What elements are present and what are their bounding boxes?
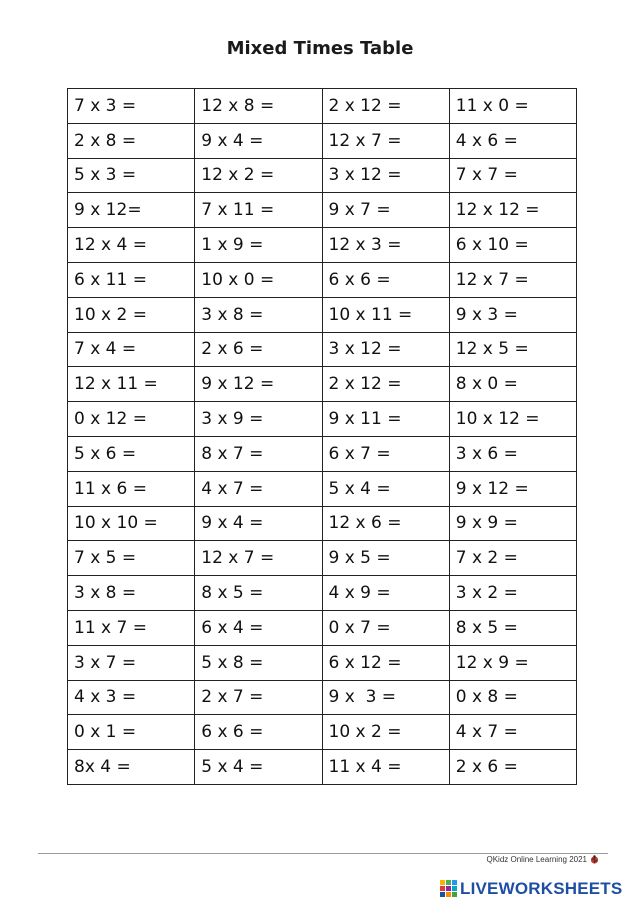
brand-name: LIVEWORKSHEETS <box>460 879 623 898</box>
problem-cell: 5 x 6 = <box>68 436 195 471</box>
problem-cell: 8 x 5 = <box>195 576 322 611</box>
problem-cell: 5 x 4 = <box>195 750 322 785</box>
problem-cell: 6 x 6 = <box>195 715 322 750</box>
table-row <box>68 715 577 750</box>
problem-cell: 2 x 7 = <box>195 680 322 715</box>
table-row <box>68 541 577 576</box>
table-row <box>68 158 577 193</box>
table-row <box>68 297 577 332</box>
problem-cell: 11 x 6 = <box>68 471 195 506</box>
table-row <box>68 506 577 541</box>
table-row <box>68 262 577 297</box>
problem-cell: 8 x 7 = <box>195 436 322 471</box>
problem-cell: 11 x 0 = <box>449 89 576 124</box>
problem-cell: 12 x 2 = <box>195 158 322 193</box>
problem-cell: 9 x 12 = <box>449 471 576 506</box>
times-table-body <box>68 89 577 785</box>
problem-cell: 9 x 9 = <box>449 506 576 541</box>
problem-cell: 6 x 6 = <box>322 262 449 297</box>
table-row <box>68 680 577 715</box>
table-row <box>68 89 577 124</box>
ladybug-icon <box>590 855 599 864</box>
problem-cell: 3 x 12 = <box>322 158 449 193</box>
table-row <box>68 367 577 402</box>
problem-cell: 6 x 11 = <box>68 262 195 297</box>
problem-cell: 4 x 9 = <box>322 576 449 611</box>
problem-cell: 5 x 8 = <box>195 645 322 680</box>
problem-cell: 0 x 12 = <box>68 402 195 437</box>
problem-cell: 9 x 4 = <box>195 506 322 541</box>
problem-cell: 12 x 8 = <box>195 89 322 124</box>
liveworksheets-logo-icon <box>440 880 458 898</box>
problem-cell: 9 x 4 = <box>195 123 322 158</box>
problem-cell: 3 x 8 = <box>195 297 322 332</box>
problem-cell: 8x 4 = <box>68 750 195 785</box>
footer-divider <box>38 853 608 854</box>
problem-cell: 10 x 10 = <box>68 506 195 541</box>
table-row <box>68 402 577 437</box>
problem-cell: 10 x 12 = <box>449 402 576 437</box>
problem-cell: 7 x 2 = <box>449 541 576 576</box>
problem-cell: 11 x 7 = <box>68 610 195 645</box>
problem-cell: 9 x 12= <box>68 193 195 228</box>
page-title: Mixed Times Table <box>226 38 414 59</box>
problem-cell: 6 x 10 = <box>449 228 576 263</box>
problem-cell: 2 x 8 = <box>68 123 195 158</box>
table-row <box>68 750 577 785</box>
problem-cell: 9 x 3 = <box>322 680 449 715</box>
table-row <box>68 332 577 367</box>
problem-cell: 8 x 5 = <box>449 610 576 645</box>
problem-cell: 3 x 12 = <box>322 332 449 367</box>
problem-cell: 3 x 6 = <box>449 436 576 471</box>
problem-cell: 6 x 4 = <box>195 610 322 645</box>
problem-cell: 0 x 1 = <box>68 715 195 750</box>
problem-cell: 3 x 9 = <box>195 402 322 437</box>
problem-cell: 12 x 7 = <box>322 123 449 158</box>
table-row <box>68 576 577 611</box>
problem-cell: 10 x 2 = <box>322 715 449 750</box>
problem-cell: 12 x 12 = <box>449 193 576 228</box>
problem-cell: 10 x 0 = <box>195 262 322 297</box>
liveworksheets-brand[interactable] <box>440 880 622 898</box>
problem-cell: 9 x 12 = <box>195 367 322 402</box>
problem-cell: 2 x 12 = <box>322 89 449 124</box>
problem-cell: 2 x 6 = <box>449 750 576 785</box>
problem-cell: 3 x 2 = <box>449 576 576 611</box>
problem-cell: 10 x 11 = <box>322 297 449 332</box>
problem-cell: 3 x 8 = <box>68 576 195 611</box>
problem-cell: 12 x 5 = <box>449 332 576 367</box>
problem-cell: 7 x 7 = <box>449 158 576 193</box>
problem-cell: 3 x 7 = <box>68 645 195 680</box>
problem-cell: 9 x 7 = <box>322 193 449 228</box>
problem-cell: 12 x 9 = <box>449 645 576 680</box>
problem-cell: 11 x 4 = <box>322 750 449 785</box>
problem-cell: 2 x 6 = <box>195 332 322 367</box>
table-row <box>68 645 577 680</box>
problem-cell: 7 x 11 = <box>195 193 322 228</box>
times-table <box>67 88 577 785</box>
problem-cell: 4 x 6 = <box>449 123 576 158</box>
table-row <box>68 123 577 158</box>
table-row <box>68 610 577 645</box>
problem-cell: 12 x 3 = <box>322 228 449 263</box>
problem-cell: 6 x 7 = <box>322 436 449 471</box>
problem-cell: 7 x 3 = <box>68 89 195 124</box>
problem-cell: 12 x 11 = <box>68 367 195 402</box>
problem-cell: 6 x 12 = <box>322 645 449 680</box>
problem-cell: 9 x 5 = <box>322 541 449 576</box>
problem-cell: 0 x 8 = <box>449 680 576 715</box>
problem-cell: 12 x 7 = <box>449 262 576 297</box>
footer-credit: QKidz Online Learning 2021 <box>486 855 587 864</box>
problem-cell: 4 x 7 = <box>449 715 576 750</box>
table-row <box>68 228 577 263</box>
problem-cell: 4 x 7 = <box>195 471 322 506</box>
problem-cell: 12 x 4 = <box>68 228 195 263</box>
problem-cell: 12 x 7 = <box>195 541 322 576</box>
problem-cell: 5 x 3 = <box>68 158 195 193</box>
problem-cell: 10 x 2 = <box>68 297 195 332</box>
table-row <box>68 471 577 506</box>
problem-cell: 9 x 11 = <box>322 402 449 437</box>
problem-cell: 7 x 5 = <box>68 541 195 576</box>
problem-cell: 4 x 3 = <box>68 680 195 715</box>
problem-cell: 7 x 4 = <box>68 332 195 367</box>
problem-cell: 12 x 6 = <box>322 506 449 541</box>
table-row <box>68 193 577 228</box>
problem-cell: 0 x 7 = <box>322 610 449 645</box>
problem-cell: 8 x 0 = <box>449 367 576 402</box>
table-row <box>68 436 577 471</box>
problem-cell: 9 x 3 = <box>449 297 576 332</box>
problem-cell: 1 x 9 = <box>195 228 322 263</box>
problem-cell: 5 x 4 = <box>322 471 449 506</box>
problem-cell: 2 x 12 = <box>322 367 449 402</box>
